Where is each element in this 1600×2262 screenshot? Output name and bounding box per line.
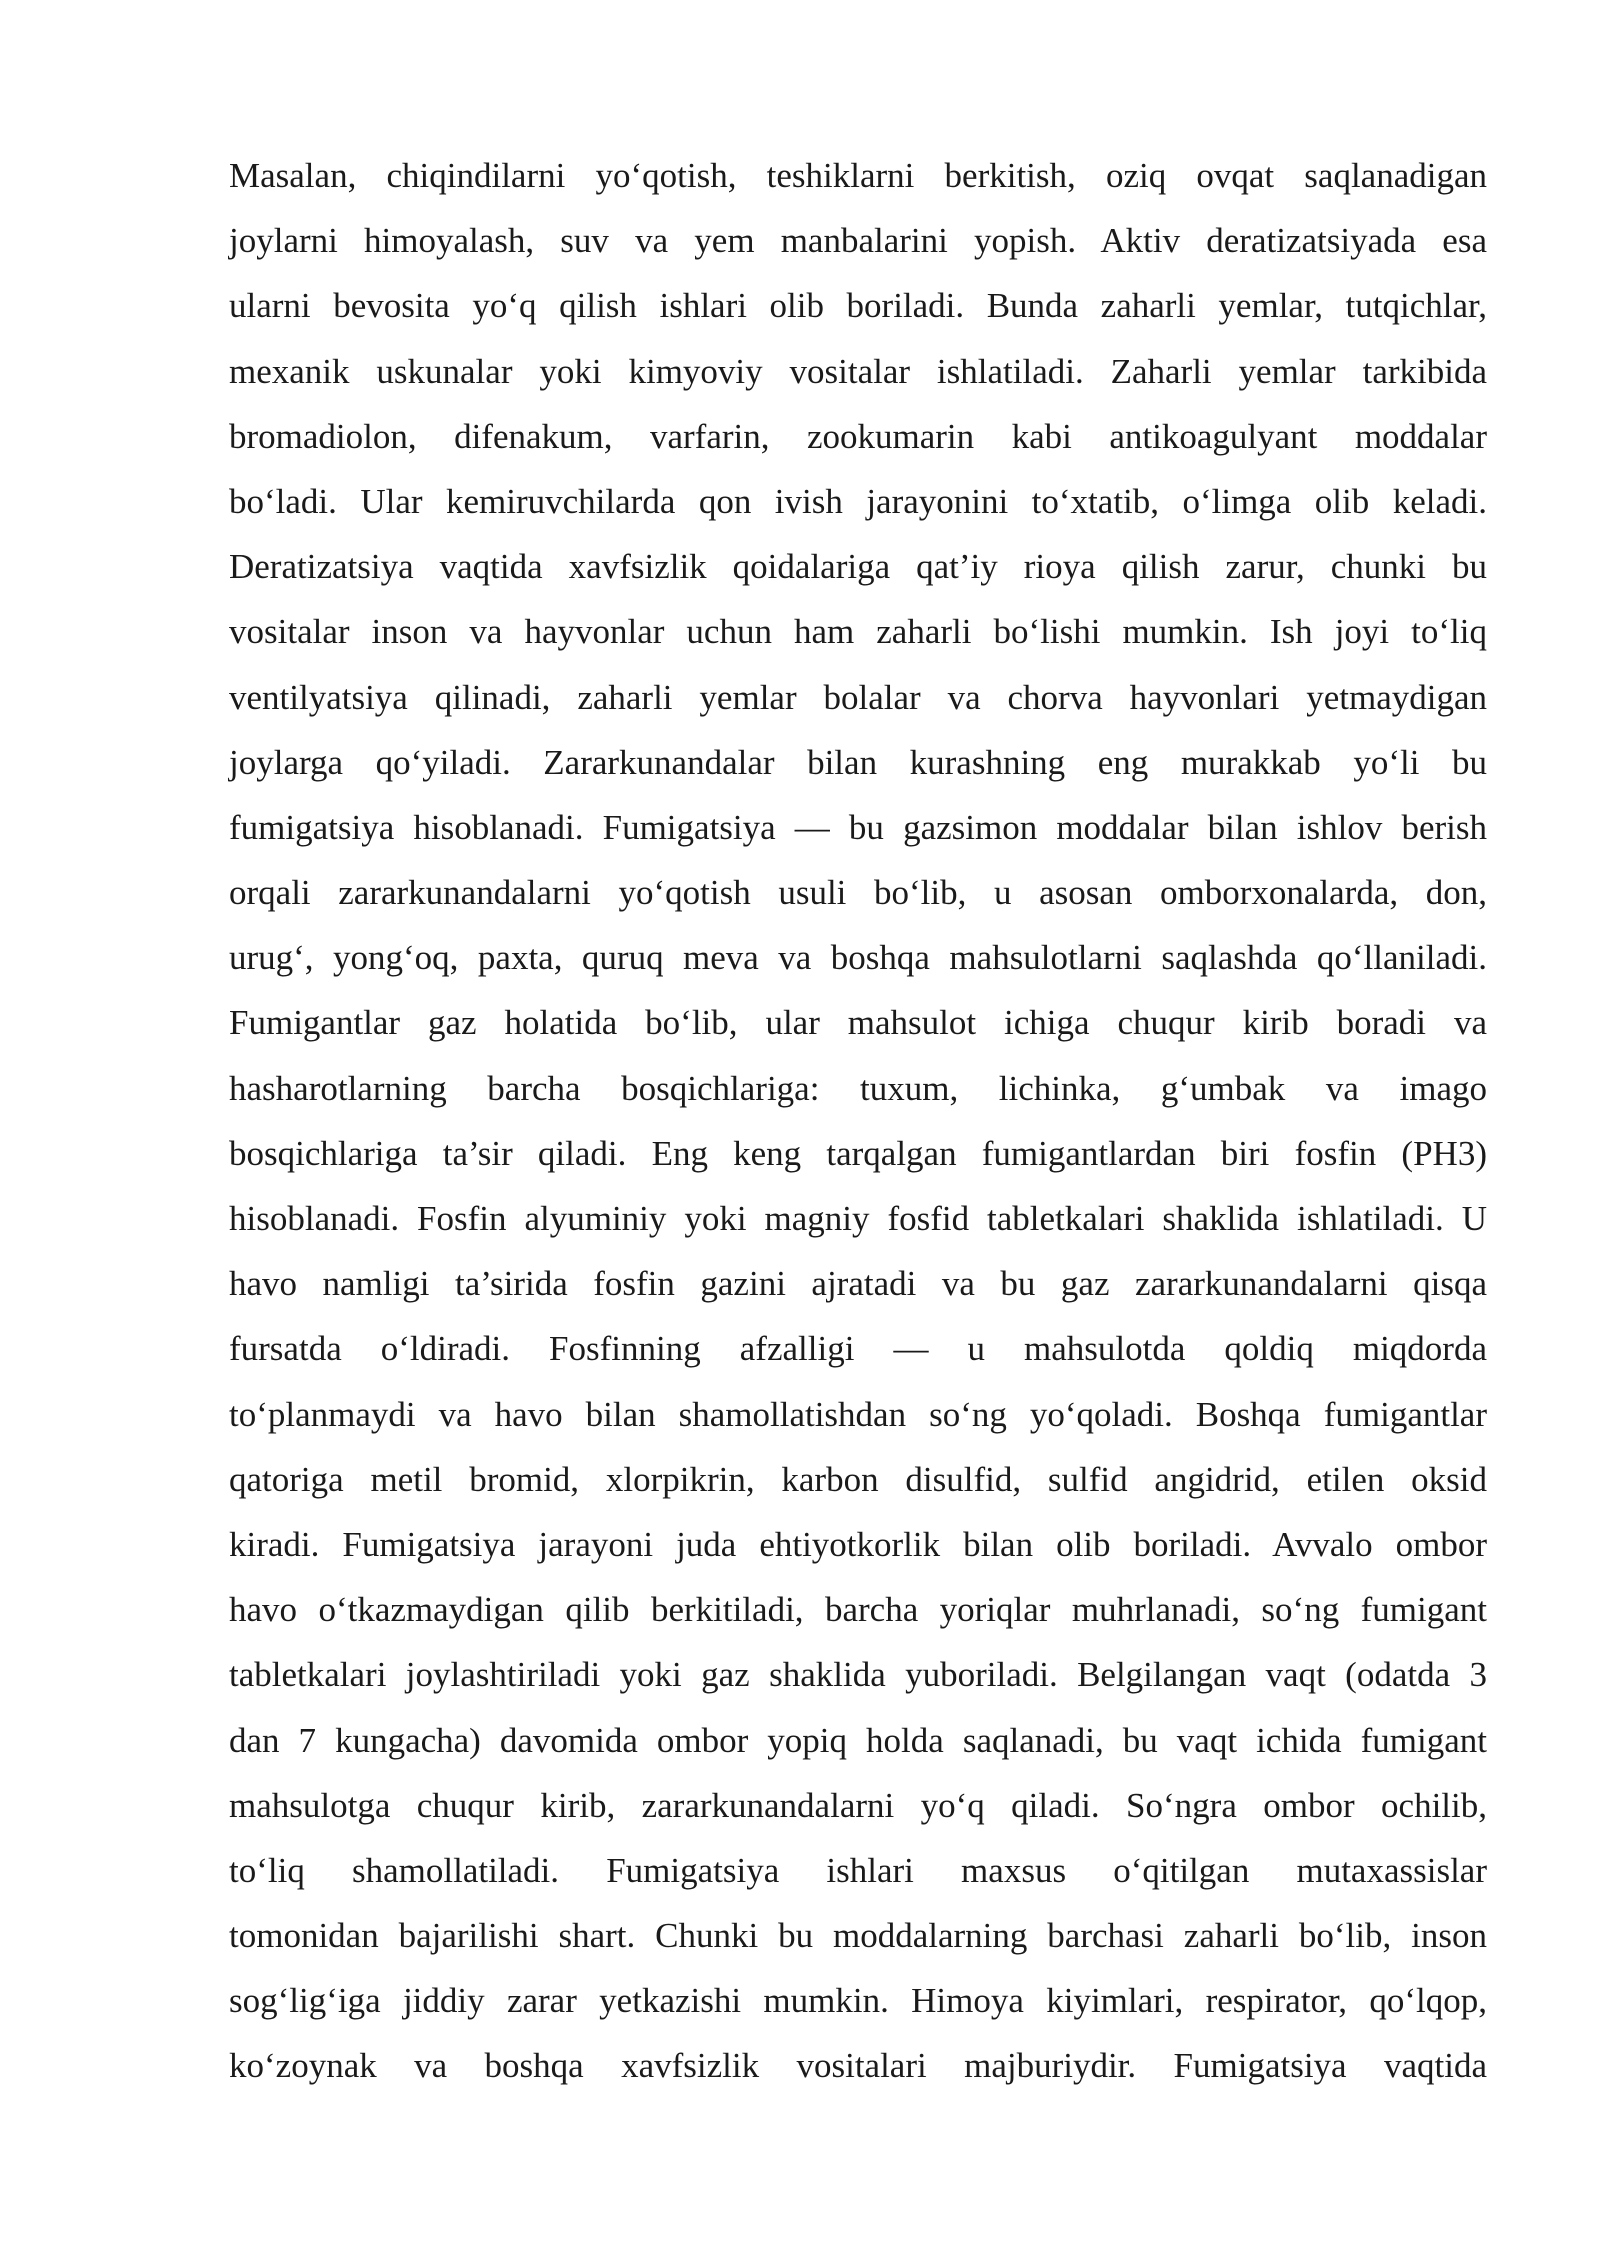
- text-line: tabletkalari joylashtiriladi yoki gaz shaklida yuboriladi. Belgilangan vaqt (odatda 3: [229, 1655, 1487, 1695]
- text-line: hisoblanadi. Fosfin alyuminiy yoki magniy fosfid tabletkalari shaklida ishlatiladi. U: [229, 1199, 1487, 1238]
- text-line: Deratizatsiya vaqtida xavfsizlik qoidalariga qat’iy rioya qilish zarur, chunki bu: [229, 547, 1487, 587]
- text-line: bosqichlariga ta’sir qiladi. Eng keng tarqalgan fumigantlardan biri fosfin (PH3): [229, 1133, 1487, 1173]
- text-line: joylarni himoyalash, suv va yem manbalarini yopish. Aktiv deratizatsiyada esa: [229, 221, 1487, 261]
- text-line: fumigatsiya hisoblanadi. Fumigatsiya — bu gazsimon moddalar bilan ishlov berish: [229, 807, 1487, 847]
- text-line: qatoriga metil bromid, xlorpikrin, karbon disulfid, sulfid angidrid, etilen oksid: [229, 1459, 1487, 1499]
- text-line: sog‘lig‘iga jiddiy zarar yetkazishi mumkin. Himoya kiyimlari, respirator, qo‘lqop,: [229, 1981, 1487, 2021]
- text-line: ventilyatsiya qilinadi, zaharli yemlar bolalar va chorva hayvonlari yetmaydigan: [229, 677, 1487, 717]
- text-line: ularni bevosita yo‘q qilish ishlari olib boriladi. Bunda zaharli yemlar, tutqichlar,: [229, 286, 1487, 326]
- text-line: hasharotlarning barcha bosqichlariga: tuxum, lichinka, g‘umbak va imago: [229, 1068, 1487, 1108]
- text-line: kiradi. Fumigatsiya jarayoni juda ehtiyotkorlik bilan olib boriladi. Avvalo ombor: [229, 1524, 1487, 1564]
- text-line: to‘planmaydi va havo bilan shamollatishdan so‘ng yo‘qoladi. Boshqa fumigantlar: [229, 1394, 1487, 1434]
- text-line: dan 7 kungacha) davomida ombor yopiq holda saqlanadi, bu vaqt ichida fumigant: [229, 1720, 1487, 1760]
- text-line: mahsulotga chuqur kirib, zararkunandalarni yo‘q qiladi. So‘ngra ombor ochilib,: [229, 1785, 1487, 1825]
- text-line: havo namligi ta’sirida fosfin gazini ajratadi va bu gaz zararkunandalarni qisqa: [229, 1264, 1487, 1304]
- text-line: vositalar inson va hayvonlar uchun ham zaharli bo‘lishi mumkin. Ish joyi to‘liq: [229, 612, 1487, 652]
- text-line: urug‘, yong‘oq, paxta, quruq meva va boshqa mahsulotlarni saqlashda qo‘llaniladi.: [229, 938, 1487, 978]
- text-line: ko‘zoynak va boshqa xavfsizlik vositalari majburiydir. Fumigatsiya vaqtida: [229, 2046, 1487, 2086]
- text-line: mexanik uskunalar yoki kimyoviy vositalar ishlatiladi. Zaharli yemlar tarkibida: [229, 351, 1487, 391]
- text-line: orqali zararkunandalarni yo‘qotish usuli bo‘lib, u asosan omborxonalarda, don,: [229, 873, 1487, 913]
- text-line: tomonidan bajarilishi shart. Chunki bu moddalarning barchasi zaharli bo‘lib, inson: [229, 1916, 1487, 1956]
- text-line: fursatda o‘ldiradi. Fosfinning afzalligi — u mahsulotda qoldiq miqdorda: [229, 1329, 1487, 1369]
- body-text: [229, 148, 1487, 2104]
- text-line: bo‘ladi. Ular kemiruvchilarda qon ivish jarayonini to‘xtatib, o‘limga olib keladi.: [229, 481, 1487, 521]
- text-line: bromadiolon, difenakum, varfarin, zookumarin kabi antikoagulyant moddalar: [229, 416, 1487, 456]
- text-line: to‘liq shamollatiladi. Fumigatsiya ishlari maxsus o‘qitilgan mutaxassislar: [229, 1850, 1487, 1890]
- text-line: joylarga qo‘yiladi. Zararkunandalar bilan kurashning eng murakkab yo‘li bu: [229, 742, 1487, 782]
- text-line: havo o‘tkazmaydigan qilib berkitiladi, barcha yoriqlar muhrlanadi, so‘ng fumigant: [229, 1590, 1487, 1630]
- text-line: Masalan, chiqindilarni yo‘qotish, teshiklarni berkitish, oziq ovqat saqlanadigan: [229, 156, 1487, 195]
- text-line: Fumigantlar gaz holatida bo‘lib, ular mahsulot ichiga chuqur kirib boradi va: [229, 1003, 1487, 1043]
